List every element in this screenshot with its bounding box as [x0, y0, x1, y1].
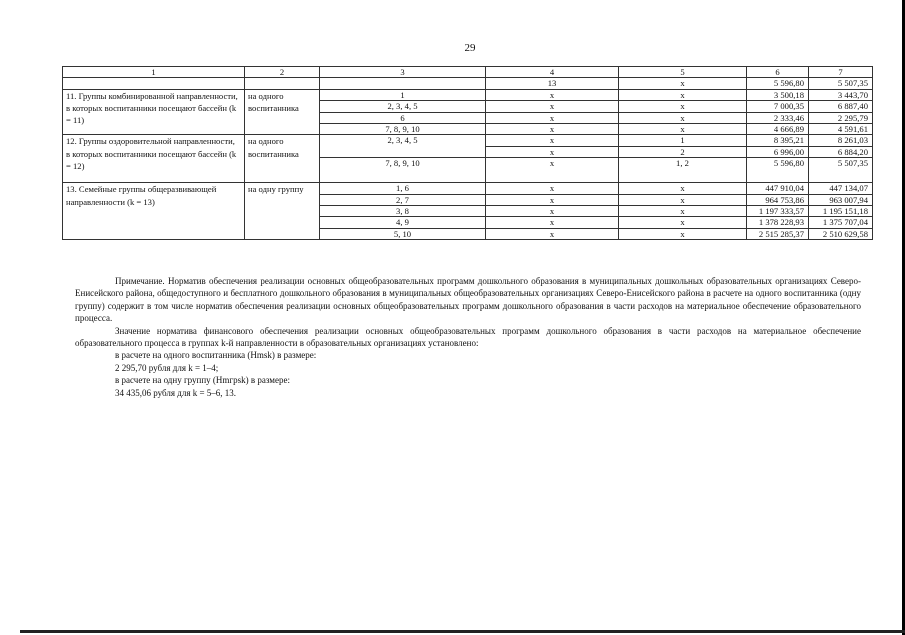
cell-c7: 3 443,70 [809, 89, 873, 100]
group-12-unit: на одного воспитанника [245, 135, 320, 183]
note-paragraph: Примечание. Норматив обеспечения реализации основных общеобразовательных программ дошкольного образования в муниципальных дошкольных образовательных организациях Северо-Енисейского района, общедоступного и бесплатного дошкольного образования в муниципальных общеобразовательных организациях Северо-Енисейского района в расчете на одного воспитанника (одну группу) содержит в том числе норматив обеспечения реализации основных общеобразовательных программ дошкольного образования в части расходов на материальное обеспечение образовательного процесса. [75, 276, 861, 324]
cell-c7: 8 261,03 [809, 135, 873, 146]
table-row [63, 183, 873, 194]
cell-c6: 5 596,80 [747, 158, 809, 183]
cell-c3: 1, 6 [320, 183, 486, 194]
cell-c7: 4 591,61 [809, 124, 873, 135]
cell-c7: 6 884,20 [809, 146, 873, 157]
cell-c6: 447 910,04 [747, 183, 809, 194]
norm-line: 34 435,06 рубля для k = 5–6, 13. [115, 387, 237, 398]
cell-c7: 2 510 629,58 [809, 228, 873, 239]
cell-c6: 4 666,89 [747, 124, 809, 135]
group-13-unit: на одну группу [245, 183, 320, 240]
page-number: 29 [464, 42, 476, 54]
table-row [63, 89, 873, 100]
cell-c6: 7 000,35 [747, 101, 809, 112]
cell-c4: х [486, 124, 619, 135]
cell-c5: х [619, 101, 747, 112]
header-cell: 1 [63, 67, 245, 78]
cell-c4: х [486, 135, 619, 146]
table-row [63, 135, 873, 146]
cell-c4: х [486, 158, 619, 183]
cell-c7: 5 507,35 [809, 158, 873, 183]
table-row [63, 78, 873, 89]
cell-c3: 3, 8 [320, 206, 486, 217]
cell-c4: х [486, 89, 619, 100]
cell-c7: 6 887,40 [809, 101, 873, 112]
cell-c6: 2 515 285,37 [747, 228, 809, 239]
cell-c6: 1 197 333,57 [747, 206, 809, 217]
cell-c3: 2, 3, 4, 5 [320, 101, 486, 112]
cell-c7: 963 007,94 [809, 194, 873, 205]
cell-c7: 2 295,79 [809, 112, 873, 123]
cell-c5: х [619, 206, 747, 217]
cell-c6: 3 500,18 [747, 89, 809, 100]
cell-c7: 447 134,07 [809, 183, 873, 194]
cell-c3: 7, 8, 9, 10 [320, 158, 486, 183]
cell-c7: 5 507,35 [809, 78, 873, 89]
cell-c5: х [619, 89, 747, 100]
cell-c5: х [619, 78, 747, 89]
cell-c7: 1 195 151,18 [809, 206, 873, 217]
cell-c5: 1 [619, 135, 747, 146]
table-header-row [63, 67, 873, 78]
page-edge-bottom [20, 630, 905, 633]
norm-line: 2 295,70 рубля для k = 1–4; [115, 362, 219, 373]
note-section [75, 275, 861, 399]
cell-c5: х [619, 124, 747, 135]
cell-c5: х [619, 217, 747, 228]
cell-c5: х [619, 228, 747, 239]
cell-c4: х [486, 183, 619, 194]
cell-c6: 8 395,21 [747, 135, 809, 146]
cell-c3: 6 [320, 112, 486, 123]
group-12-label: 12. Группы оздоровительной направленности, в которых воспитанники посещают бассейн (k = 12) [63, 135, 245, 183]
header-cell: 3 [320, 67, 486, 78]
group-11-unit: на одного воспитанника [245, 89, 320, 135]
cell-c4: х [486, 217, 619, 228]
header-cell: 4 [486, 67, 619, 78]
cell-c4: х [486, 101, 619, 112]
cell-c4: х [486, 112, 619, 123]
cell-c5: х [619, 112, 747, 123]
cell-c3: 1 [320, 89, 486, 100]
cell-c3 [320, 78, 486, 89]
cell-c5: 1, 2 [619, 158, 747, 183]
cell-c5: х [619, 194, 747, 205]
cell-c3: 7, 8, 9, 10 [320, 124, 486, 135]
cell-c3: 4, 9 [320, 217, 486, 228]
norm-value-paragraph: Значение норматива финансового обеспечения реализации основных общеобразовательных программ дошкольного образования в части расходов на материальное обеспечение образовательного процесса в группах k-й направленности в образовательных организациях установлено: [75, 325, 861, 349]
cell-c6: 5 596,80 [747, 78, 809, 89]
cell-c4: 13 [486, 78, 619, 89]
cell-c6: 6 996,00 [747, 146, 809, 157]
cell-c3: 5, 10 [320, 228, 486, 239]
header-cell: 2 [245, 67, 320, 78]
norms-table [62, 66, 873, 240]
cell-c5: х [619, 183, 747, 194]
cell-c4: х [486, 228, 619, 239]
cell-c4: х [486, 194, 619, 205]
norm-line: в расчете на одного воспитанника (Hmsk) в размере: [115, 350, 317, 361]
cell-c6: 2 333,46 [747, 112, 809, 123]
header-cell: 7 [809, 67, 873, 78]
norm-line: в расчете на одну группу (Hmгpsk) в размере: [115, 375, 290, 386]
cell-c4: х [486, 146, 619, 157]
cell-c5: 2 [619, 146, 747, 157]
group-13-label: 13. Семейные группы общеразвивающей направленности (k = 13) [63, 183, 245, 240]
cell-c6: 964 753,86 [747, 194, 809, 205]
cell-c3: 2, 7 [320, 194, 486, 205]
cell-c7: 1 375 707,04 [809, 217, 873, 228]
cell-c3: 2, 3, 4, 5 [320, 135, 486, 158]
cell-c4: х [486, 206, 619, 217]
header-cell: 6 [747, 67, 809, 78]
header-cell: 5 [619, 67, 747, 78]
cell-c6: 1 378 228,93 [747, 217, 809, 228]
group-11-label: 11. Группы комбинированной направленности, в которых воспитанники посещают бассейн (k = 11) [63, 89, 245, 135]
